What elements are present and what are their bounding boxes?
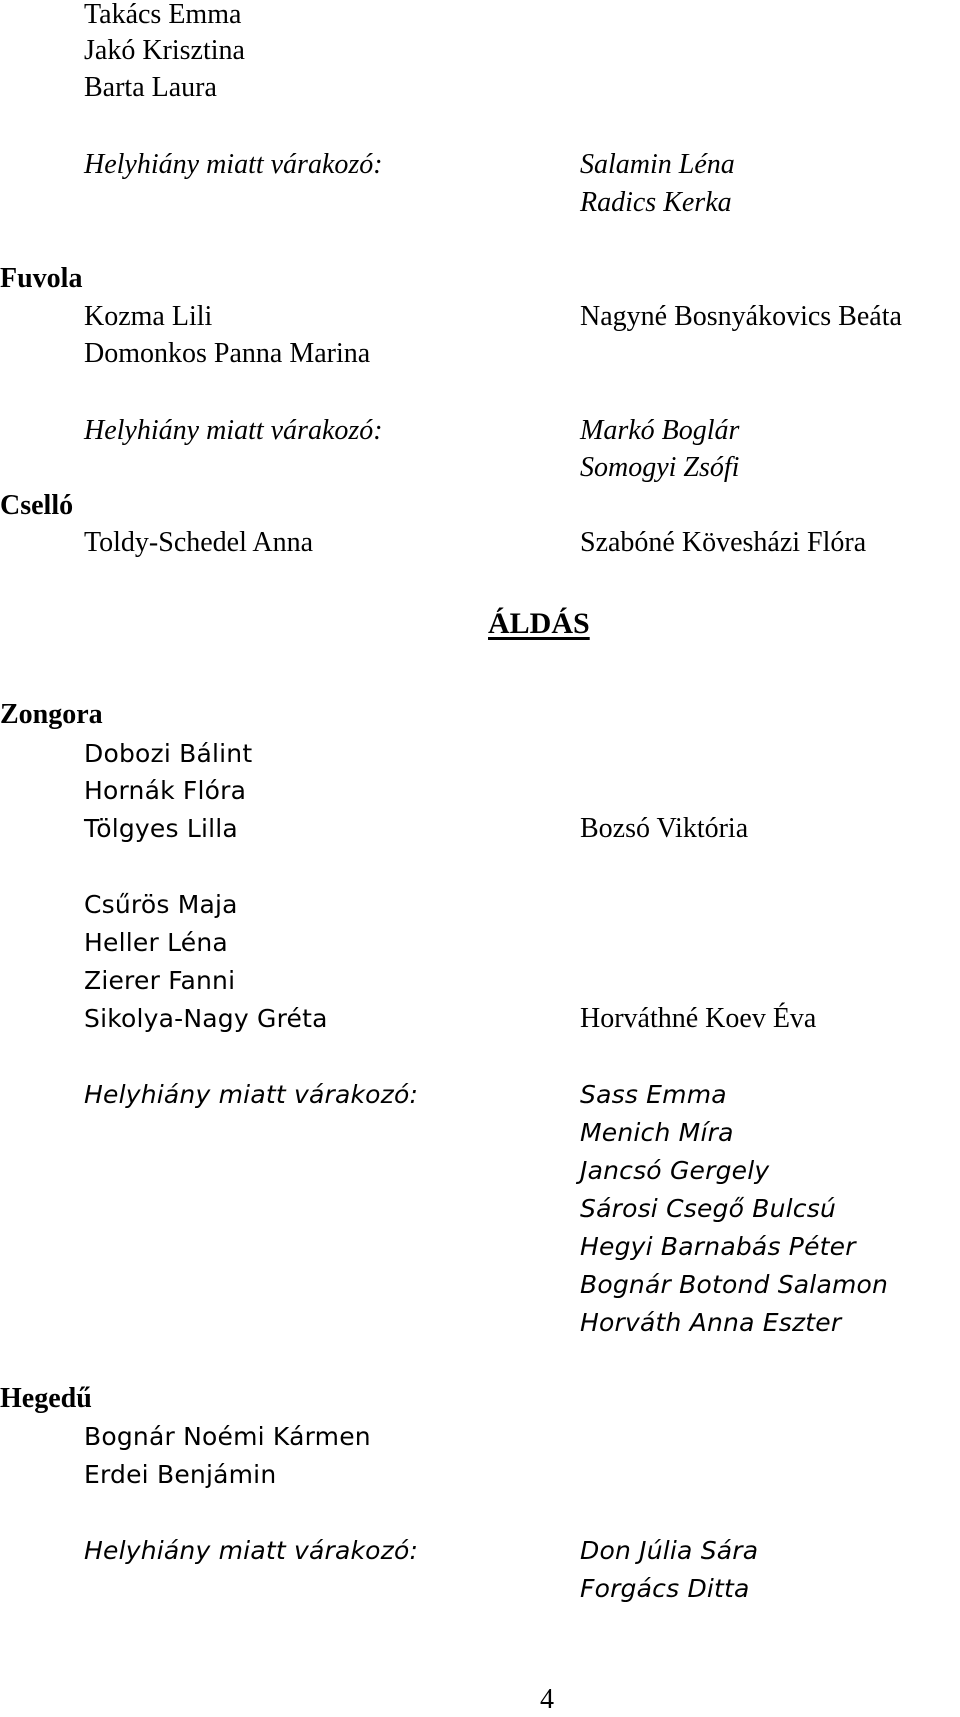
student-name: Takács Emma bbox=[84, 0, 242, 30]
student-name: Barta Laura bbox=[84, 72, 217, 103]
waiting-name: Menich Míra bbox=[580, 1118, 734, 1147]
waiting-name: Radics Kerka bbox=[580, 187, 732, 218]
student-name: Csűrös Maja bbox=[84, 890, 238, 919]
waiting-name: Bognár Botond Salamon bbox=[580, 1270, 889, 1299]
waiting-name: Don Júlia Sára bbox=[580, 1536, 759, 1565]
student-name: Toldy-Schedel Anna bbox=[84, 527, 313, 558]
teacher-name: Horváthné Koev Éva bbox=[580, 1003, 817, 1034]
student-name: Jakó Krisztina bbox=[84, 35, 245, 66]
waiting-name: Horváth Anna Eszter bbox=[580, 1308, 842, 1337]
student-name: Heller Léna bbox=[84, 928, 228, 957]
waiting-name: Forgács Ditta bbox=[580, 1574, 750, 1603]
waiting-name: Markó Boglár bbox=[580, 415, 740, 446]
student-name: Kozma Lili bbox=[84, 301, 213, 332]
student-name: Domonkos Panna Marina bbox=[84, 338, 371, 369]
waiting-name: Sass Emma bbox=[580, 1080, 727, 1109]
instrument-label-csello: Cselló bbox=[0, 490, 74, 521]
student-name: Sikolya-Nagy Gréta bbox=[84, 1004, 328, 1033]
instrument-label-hegedu: Hegedű bbox=[0, 1383, 92, 1414]
instrument-label-zongora: Zongora bbox=[0, 699, 103, 730]
waiting-name: Salamin Léna bbox=[580, 149, 735, 180]
student-name: Dobozi Bálint bbox=[84, 739, 253, 768]
section-heading-aldas: ÁLDÁS bbox=[488, 607, 590, 640]
teacher-name: Szabóné Kövesházi Flóra bbox=[580, 527, 867, 558]
student-name: Tölgyes Lilla bbox=[84, 814, 238, 843]
waiting-label: Helyhiány miatt várakozó: bbox=[84, 415, 383, 446]
teacher-name: Nagyné Bosnyákovics Beáta bbox=[580, 301, 902, 332]
waiting-label: Helyhiány miatt várakozó: bbox=[84, 149, 383, 180]
student-name: Bognár Noémi Kármen bbox=[84, 1422, 371, 1451]
waiting-name: Somogyi Zsófi bbox=[580, 452, 740, 483]
waiting-label: Helyhiány miatt várakozó: bbox=[84, 1080, 419, 1109]
waiting-name: Sárosi Csegő Bulcsú bbox=[580, 1194, 837, 1223]
teacher-name: Bozsó Viktória bbox=[580, 813, 749, 844]
page-number: 4 bbox=[540, 1684, 554, 1715]
waiting-name: Jancsó Gergely bbox=[580, 1156, 770, 1185]
student-name: Zierer Fanni bbox=[84, 966, 236, 995]
instrument-label-fuvola: Fuvola bbox=[0, 263, 83, 294]
waiting-label: Helyhiány miatt várakozó: bbox=[84, 1536, 419, 1565]
student-name: Erdei Benjámin bbox=[84, 1460, 277, 1489]
student-name: Hornák Flóra bbox=[84, 776, 247, 805]
waiting-name: Hegyi Barnabás Péter bbox=[580, 1232, 856, 1261]
